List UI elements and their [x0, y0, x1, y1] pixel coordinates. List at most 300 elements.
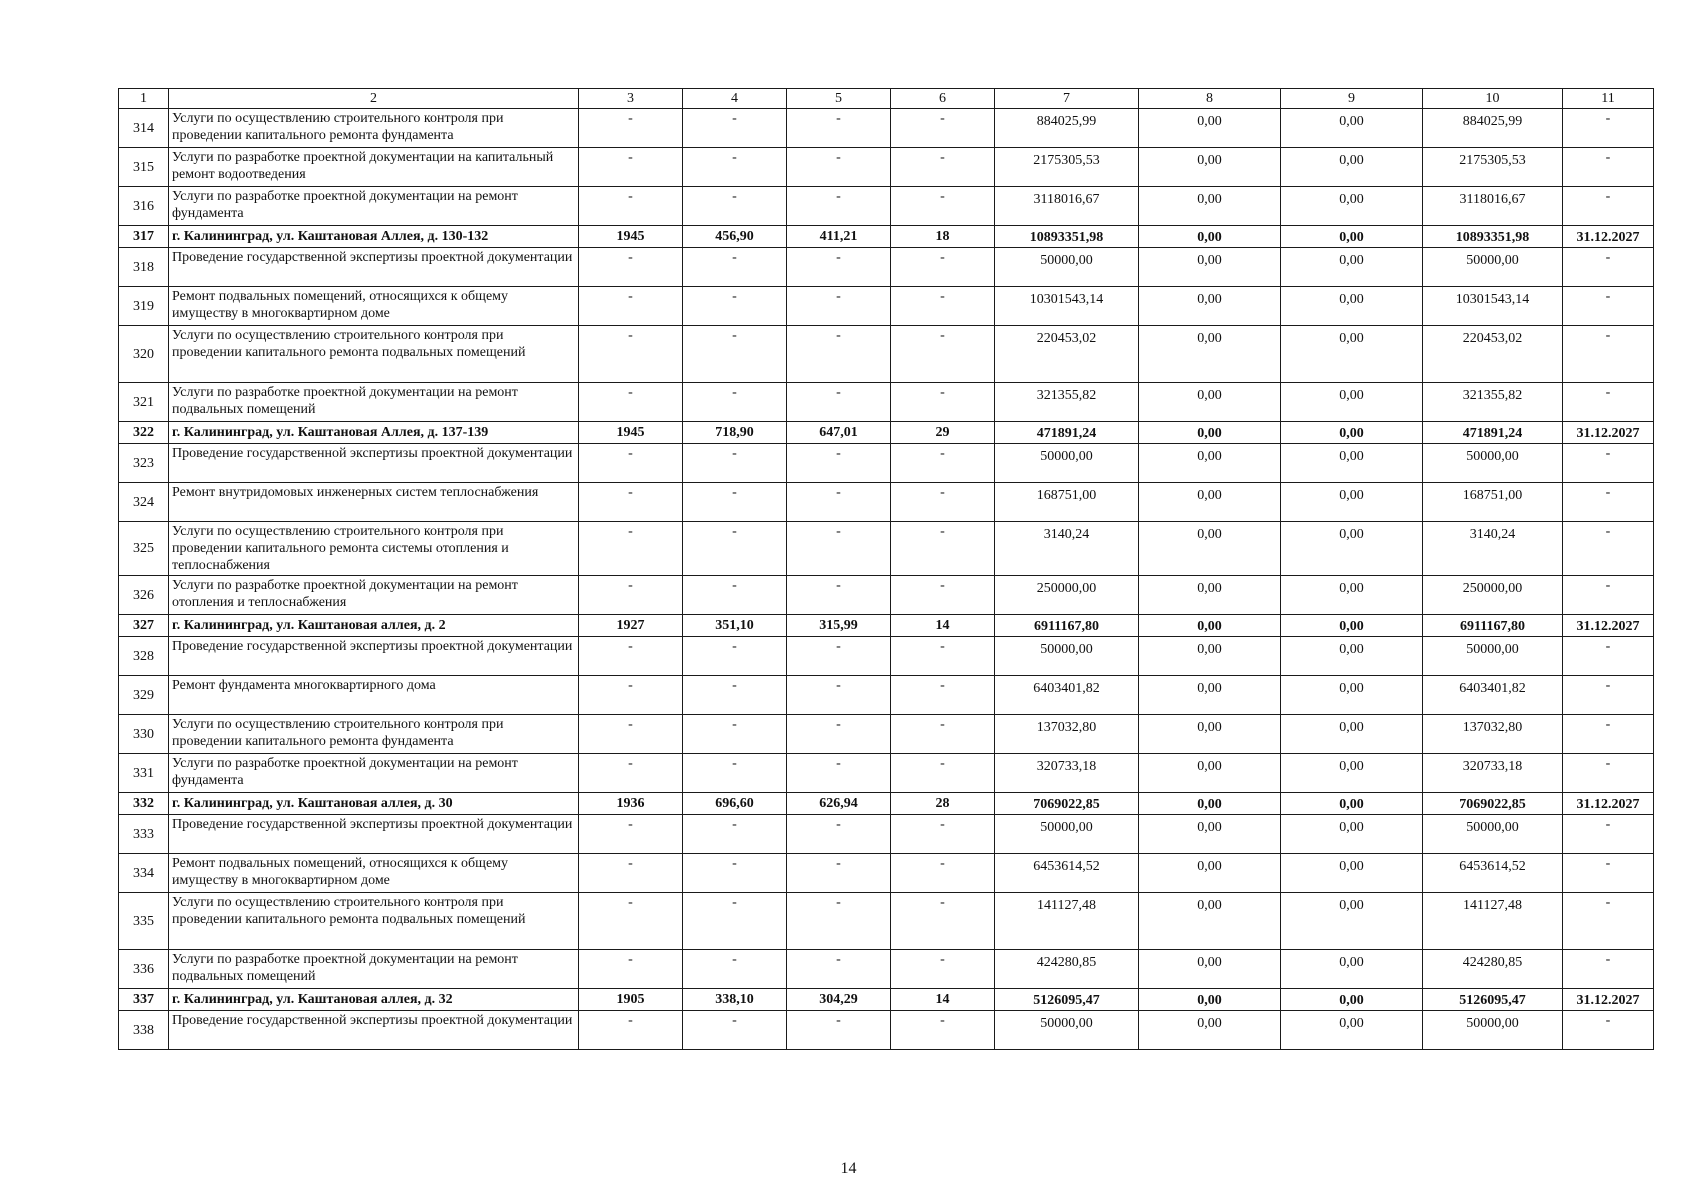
- total-area-cell: -: [683, 854, 787, 893]
- living-area-cell: -: [787, 287, 891, 326]
- year-cell: -: [579, 383, 683, 422]
- description-cell: Услуги по разработке проектной документации на ремонт отопления и теплоснабжения: [169, 576, 579, 615]
- total-area-cell: -: [683, 522, 787, 576]
- row-number-cell: 329: [119, 676, 169, 715]
- total-area-cell: 338,10: [683, 989, 787, 1011]
- description-cell: г. Калининград, ул. Каштановая Аллея, д. 130-132: [169, 226, 579, 248]
- owners-cost-cell: 6911167,80: [1423, 615, 1563, 637]
- year-cell: -: [579, 950, 683, 989]
- residents-cell: -: [891, 109, 995, 148]
- residents-cell: -: [891, 148, 995, 187]
- table-row: [119, 287, 1654, 326]
- description-cell: Проведение государственной экспертизы проектной документации: [169, 637, 579, 676]
- residents-cell: -: [891, 893, 995, 950]
- residents-cell: -: [891, 326, 995, 383]
- table-row: [119, 326, 1654, 383]
- deadline-cell: 31.12.2027: [1563, 989, 1654, 1011]
- fund-cost-cell: 0,00: [1139, 950, 1281, 989]
- residents-cell: 29: [891, 422, 995, 444]
- total-area-cell: -: [683, 483, 787, 522]
- deadline-cell: -: [1563, 893, 1654, 950]
- table-row: [119, 522, 1654, 576]
- residents-cell: 28: [891, 793, 995, 815]
- row-number-cell: 314: [119, 109, 169, 148]
- year-cell: -: [579, 248, 683, 287]
- budget-cost-cell: 0,00: [1281, 754, 1423, 793]
- total-cost-cell: 137032,80: [995, 715, 1139, 754]
- year-cell: 1905: [579, 989, 683, 1011]
- budget-cost-cell: 0,00: [1281, 854, 1423, 893]
- total-cost-cell: 10893351,98: [995, 226, 1139, 248]
- row-number-cell: 316: [119, 187, 169, 226]
- residents-cell: -: [891, 950, 995, 989]
- living-area-cell: -: [787, 109, 891, 148]
- owners-cost-cell: 321355,82: [1423, 383, 1563, 422]
- residents-cell: -: [891, 637, 995, 676]
- fund-cost-cell: 0,00: [1139, 676, 1281, 715]
- year-cell: -: [579, 893, 683, 950]
- total-cost-cell: 50000,00: [995, 444, 1139, 483]
- year-cell: -: [579, 676, 683, 715]
- deadline-cell: -: [1563, 248, 1654, 287]
- deadline-cell: -: [1563, 444, 1654, 483]
- living-area-cell: 411,21: [787, 226, 891, 248]
- total-cost-cell: 6453614,52: [995, 854, 1139, 893]
- total-area-cell: -: [683, 576, 787, 615]
- living-area-cell: 647,01: [787, 422, 891, 444]
- description-cell: Услуги по разработке проектной документации на ремонт фундамента: [169, 187, 579, 226]
- budget-cost-cell: 0,00: [1281, 148, 1423, 187]
- year-cell: -: [579, 483, 683, 522]
- row-number-cell: 335: [119, 893, 169, 950]
- fund-cost-cell: 0,00: [1139, 383, 1281, 422]
- year-cell: -: [579, 444, 683, 483]
- year-cell: -: [579, 1011, 683, 1050]
- year-cell: -: [579, 637, 683, 676]
- year-cell: -: [579, 754, 683, 793]
- total-area-cell: -: [683, 715, 787, 754]
- residents-cell: -: [891, 676, 995, 715]
- total-cost-cell: 50000,00: [995, 815, 1139, 854]
- total-cost-cell: 50000,00: [995, 1011, 1139, 1050]
- fund-cost-cell: 0,00: [1139, 754, 1281, 793]
- total-area-cell: 718,90: [683, 422, 787, 444]
- address-row: [119, 793, 1654, 815]
- description-cell: Услуги по осуществлению строительного контроля при проведении капитального ремонта подвальных помещений: [169, 326, 579, 383]
- owners-cost-cell: 6453614,52: [1423, 854, 1563, 893]
- description-cell: г. Калининград, ул. Каштановая аллея, д. 32: [169, 989, 579, 1011]
- residents-cell: -: [891, 522, 995, 576]
- table-row: [119, 248, 1654, 287]
- description-cell: Услуги по осуществлению строительного контроля при проведении капитального ремонта фундамента: [169, 715, 579, 754]
- deadline-cell: -: [1563, 815, 1654, 854]
- description-cell: Услуги по разработке проектной документации на капитальный ремонт водоотведения: [169, 148, 579, 187]
- fund-cost-cell: 0,00: [1139, 637, 1281, 676]
- deadline-cell: -: [1563, 576, 1654, 615]
- year-cell: -: [579, 326, 683, 383]
- fund-cost-cell: 0,00: [1139, 444, 1281, 483]
- fund-cost-cell: 0,00: [1139, 715, 1281, 754]
- row-number-cell: 325: [119, 522, 169, 576]
- table-row: [119, 109, 1654, 148]
- year-cell: 1927: [579, 615, 683, 637]
- header-cell: 3: [579, 89, 683, 109]
- fund-cost-cell: 0,00: [1139, 893, 1281, 950]
- year-cell: -: [579, 187, 683, 226]
- year-cell: -: [579, 287, 683, 326]
- owners-cost-cell: 424280,85: [1423, 950, 1563, 989]
- description-cell: Ремонт подвальных помещений, относящихся к общему имуществу в многоквартирном доме: [169, 854, 579, 893]
- total-area-cell: -: [683, 950, 787, 989]
- year-cell: -: [579, 148, 683, 187]
- year-cell: -: [579, 522, 683, 576]
- owners-cost-cell: 10893351,98: [1423, 226, 1563, 248]
- living-area-cell: -: [787, 676, 891, 715]
- header-cell: 11: [1563, 89, 1654, 109]
- living-area-cell: -: [787, 854, 891, 893]
- total-cost-cell: 168751,00: [995, 483, 1139, 522]
- table-row: [119, 715, 1654, 754]
- row-number-cell: 315: [119, 148, 169, 187]
- total-cost-cell: 6403401,82: [995, 676, 1139, 715]
- table-row: [119, 444, 1654, 483]
- description-cell: Услуги по осуществлению строительного контроля при проведении капитального ремонта подвальных помещений: [169, 893, 579, 950]
- residents-cell: 18: [891, 226, 995, 248]
- residents-cell: -: [891, 383, 995, 422]
- deadline-cell: -: [1563, 1011, 1654, 1050]
- year-cell: -: [579, 715, 683, 754]
- total-area-cell: -: [683, 754, 787, 793]
- total-cost-cell: 424280,85: [995, 950, 1139, 989]
- living-area-cell: -: [787, 248, 891, 287]
- table-row: [119, 637, 1654, 676]
- row-number-cell: 338: [119, 1011, 169, 1050]
- table-row: [119, 676, 1654, 715]
- budget-cost-cell: 0,00: [1281, 1011, 1423, 1050]
- total-cost-cell: 3118016,67: [995, 187, 1139, 226]
- living-area-cell: 626,94: [787, 793, 891, 815]
- owners-cost-cell: 884025,99: [1423, 109, 1563, 148]
- owners-cost-cell: 471891,24: [1423, 422, 1563, 444]
- budget-cost-cell: 0,00: [1281, 615, 1423, 637]
- row-number-cell: 318: [119, 248, 169, 287]
- row-number-cell: 323: [119, 444, 169, 483]
- living-area-cell: -: [787, 326, 891, 383]
- fund-cost-cell: 0,00: [1139, 815, 1281, 854]
- living-area-cell: -: [787, 383, 891, 422]
- total-cost-cell: 884025,99: [995, 109, 1139, 148]
- row-number-cell: 326: [119, 576, 169, 615]
- description-cell: Проведение государственной экспертизы проектной документации: [169, 1011, 579, 1050]
- deadline-cell: 31.12.2027: [1563, 615, 1654, 637]
- fund-cost-cell: 0,00: [1139, 148, 1281, 187]
- description-cell: Проведение государственной экспертизы проектной документации: [169, 815, 579, 854]
- header-cell: 6: [891, 89, 995, 109]
- owners-cost-cell: 137032,80: [1423, 715, 1563, 754]
- living-area-cell: -: [787, 1011, 891, 1050]
- fund-cost-cell: 0,00: [1139, 793, 1281, 815]
- total-area-cell: 351,10: [683, 615, 787, 637]
- deadline-cell: -: [1563, 187, 1654, 226]
- residents-cell: -: [891, 444, 995, 483]
- total-area-cell: -: [683, 815, 787, 854]
- budget-cost-cell: 0,00: [1281, 950, 1423, 989]
- total-area-cell: -: [683, 326, 787, 383]
- total-cost-cell: 2175305,53: [995, 148, 1139, 187]
- description-cell: Услуги по осуществлению строительного контроля при проведении капитального ремонта фундамента: [169, 109, 579, 148]
- address-row: [119, 226, 1654, 248]
- budget-cost-cell: 0,00: [1281, 989, 1423, 1011]
- year-cell: -: [579, 109, 683, 148]
- budget-cost-cell: 0,00: [1281, 287, 1423, 326]
- fund-cost-cell: 0,00: [1139, 326, 1281, 383]
- total-cost-cell: 10301543,14: [995, 287, 1139, 326]
- residents-cell: -: [891, 576, 995, 615]
- description-cell: Проведение государственной экспертизы проектной документации: [169, 444, 579, 483]
- living-area-cell: 315,99: [787, 615, 891, 637]
- fund-cost-cell: 0,00: [1139, 615, 1281, 637]
- description-cell: Ремонт подвальных помещений, относящихся к общему имуществу в многоквартирном доме: [169, 287, 579, 326]
- budget-cost-cell: 0,00: [1281, 422, 1423, 444]
- address-row: [119, 615, 1654, 637]
- deadline-cell: -: [1563, 637, 1654, 676]
- page-number: 14: [840, 1160, 857, 1177]
- living-area-cell: -: [787, 754, 891, 793]
- living-area-cell: -: [787, 815, 891, 854]
- year-cell: 1945: [579, 226, 683, 248]
- living-area-cell: -: [787, 483, 891, 522]
- deadline-cell: -: [1563, 950, 1654, 989]
- budget-cost-cell: 0,00: [1281, 793, 1423, 815]
- description-cell: Услуги по разработке проектной документации на ремонт подвальных помещений: [169, 383, 579, 422]
- living-area-cell: -: [787, 715, 891, 754]
- fund-cost-cell: 0,00: [1139, 248, 1281, 287]
- living-area-cell: -: [787, 522, 891, 576]
- residents-cell: 14: [891, 989, 995, 1011]
- table-row: [119, 854, 1654, 893]
- owners-cost-cell: 5126095,47: [1423, 989, 1563, 1011]
- row-number-cell: 322: [119, 422, 169, 444]
- total-cost-cell: 321355,82: [995, 383, 1139, 422]
- budget-cost-cell: 0,00: [1281, 383, 1423, 422]
- description-cell: г. Калининград, ул. Каштановая аллея, д. 2: [169, 615, 579, 637]
- owners-cost-cell: 220453,02: [1423, 326, 1563, 383]
- table-row: [119, 893, 1654, 950]
- total-cost-cell: 50000,00: [995, 637, 1139, 676]
- owners-cost-cell: 50000,00: [1423, 444, 1563, 483]
- budget-cost-cell: 0,00: [1281, 109, 1423, 148]
- deadline-cell: 31.12.2027: [1563, 793, 1654, 815]
- owners-cost-cell: 7069022,85: [1423, 793, 1563, 815]
- budget-cost-cell: 0,00: [1281, 715, 1423, 754]
- total-area-cell: -: [683, 109, 787, 148]
- fund-cost-cell: 0,00: [1139, 287, 1281, 326]
- residents-cell: -: [891, 854, 995, 893]
- table-row: [119, 1011, 1654, 1050]
- owners-cost-cell: 50000,00: [1423, 1011, 1563, 1050]
- row-number-cell: 321: [119, 383, 169, 422]
- total-area-cell: 696,60: [683, 793, 787, 815]
- owners-cost-cell: 320733,18: [1423, 754, 1563, 793]
- total-cost-cell: 50000,00: [995, 248, 1139, 287]
- owners-cost-cell: 3118016,67: [1423, 187, 1563, 226]
- budget-cost-cell: 0,00: [1281, 483, 1423, 522]
- row-number-cell: 331: [119, 754, 169, 793]
- total-area-cell: -: [683, 383, 787, 422]
- fund-cost-cell: 0,00: [1139, 109, 1281, 148]
- description-cell: Ремонт внутридомовых инженерных систем теплоснабжения: [169, 483, 579, 522]
- living-area-cell: -: [787, 637, 891, 676]
- fund-cost-cell: 0,00: [1139, 1011, 1281, 1050]
- residents-cell: -: [891, 715, 995, 754]
- fund-cost-cell: 0,00: [1139, 989, 1281, 1011]
- table-row: [119, 754, 1654, 793]
- residents-cell: -: [891, 248, 995, 287]
- description-cell: Услуги по разработке проектной документации на ремонт фундамента: [169, 754, 579, 793]
- total-area-cell: -: [683, 676, 787, 715]
- deadline-cell: -: [1563, 148, 1654, 187]
- row-number-cell: 324: [119, 483, 169, 522]
- table-row: [119, 815, 1654, 854]
- deadline-cell: 31.12.2027: [1563, 422, 1654, 444]
- deadline-cell: -: [1563, 854, 1654, 893]
- column-number-row: [119, 89, 1654, 109]
- owners-cost-cell: 50000,00: [1423, 637, 1563, 676]
- living-area-cell: -: [787, 576, 891, 615]
- residents-cell: -: [891, 815, 995, 854]
- total-cost-cell: 250000,00: [995, 576, 1139, 615]
- total-cost-cell: 6911167,80: [995, 615, 1139, 637]
- total-cost-cell: 3140,24: [995, 522, 1139, 576]
- table-row: [119, 483, 1654, 522]
- row-number-cell: 332: [119, 793, 169, 815]
- year-cell: -: [579, 854, 683, 893]
- fund-cost-cell: 0,00: [1139, 576, 1281, 615]
- deadline-cell: -: [1563, 326, 1654, 383]
- total-area-cell: -: [683, 637, 787, 676]
- living-area-cell: -: [787, 893, 891, 950]
- header-cell: 7: [995, 89, 1139, 109]
- fund-cost-cell: 0,00: [1139, 226, 1281, 248]
- living-area-cell: -: [787, 950, 891, 989]
- year-cell: 1945: [579, 422, 683, 444]
- budget-cost-cell: 0,00: [1281, 444, 1423, 483]
- fund-cost-cell: 0,00: [1139, 187, 1281, 226]
- deadline-cell: -: [1563, 483, 1654, 522]
- living-area-cell: -: [787, 148, 891, 187]
- address-row: [119, 989, 1654, 1011]
- budget-cost-cell: 0,00: [1281, 893, 1423, 950]
- header-cell: 1: [119, 89, 169, 109]
- table-row: [119, 148, 1654, 187]
- residents-cell: -: [891, 483, 995, 522]
- description-cell: Услуги по разработке проектной документации на ремонт подвальных помещений: [169, 950, 579, 989]
- year-cell: -: [579, 576, 683, 615]
- row-number-cell: 330: [119, 715, 169, 754]
- row-number-cell: 320: [119, 326, 169, 383]
- deadline-cell: -: [1563, 383, 1654, 422]
- description-cell: г. Калининград, ул. Каштановая Аллея, д. 137-139: [169, 422, 579, 444]
- living-area-cell: -: [787, 444, 891, 483]
- total-cost-cell: 320733,18: [995, 754, 1139, 793]
- deadline-cell: -: [1563, 715, 1654, 754]
- table-body: [119, 89, 1654, 1050]
- owners-cost-cell: 3140,24: [1423, 522, 1563, 576]
- living-area-cell: -: [787, 187, 891, 226]
- deadline-cell: 31.12.2027: [1563, 226, 1654, 248]
- owners-cost-cell: 6403401,82: [1423, 676, 1563, 715]
- header-cell: 2: [169, 89, 579, 109]
- budget-cost-cell: 0,00: [1281, 326, 1423, 383]
- residents-cell: -: [891, 1011, 995, 1050]
- total-cost-cell: 471891,24: [995, 422, 1139, 444]
- total-area-cell: 456,90: [683, 226, 787, 248]
- header-cell: 10: [1423, 89, 1563, 109]
- year-cell: 1936: [579, 793, 683, 815]
- row-number-cell: 328: [119, 637, 169, 676]
- budget-cost-cell: 0,00: [1281, 637, 1423, 676]
- description-cell: Услуги по осуществлению строительного контроля при проведении капитального ремонта системы отопления и теплоснабжения: [169, 522, 579, 576]
- total-cost-cell: 141127,48: [995, 893, 1139, 950]
- row-number-cell: 317: [119, 226, 169, 248]
- budget-cost-cell: 0,00: [1281, 187, 1423, 226]
- budget-cost-cell: 0,00: [1281, 248, 1423, 287]
- address-row: [119, 422, 1654, 444]
- header-cell: 5: [787, 89, 891, 109]
- row-number-cell: 333: [119, 815, 169, 854]
- budget-cost-cell: 0,00: [1281, 226, 1423, 248]
- total-area-cell: -: [683, 148, 787, 187]
- budget-cost-cell: 0,00: [1281, 576, 1423, 615]
- budget-cost-cell: 0,00: [1281, 522, 1423, 576]
- residents-cell: 14: [891, 615, 995, 637]
- fund-cost-cell: 0,00: [1139, 483, 1281, 522]
- description-cell: г. Калининград, ул. Каштановая аллея, д. 30: [169, 793, 579, 815]
- owners-cost-cell: 50000,00: [1423, 815, 1563, 854]
- total-area-cell: -: [683, 444, 787, 483]
- owners-cost-cell: 50000,00: [1423, 248, 1563, 287]
- deadline-cell: -: [1563, 522, 1654, 576]
- owners-cost-cell: 10301543,14: [1423, 287, 1563, 326]
- fund-cost-cell: 0,00: [1139, 422, 1281, 444]
- total-area-cell: -: [683, 248, 787, 287]
- fund-cost-cell: 0,00: [1139, 522, 1281, 576]
- table-row: [119, 576, 1654, 615]
- total-cost-cell: 5126095,47: [995, 989, 1139, 1011]
- budget-cost-cell: 0,00: [1281, 676, 1423, 715]
- total-area-cell: -: [683, 1011, 787, 1050]
- row-number-cell: 327: [119, 615, 169, 637]
- deadline-cell: -: [1563, 287, 1654, 326]
- table-row: [119, 383, 1654, 422]
- fund-cost-cell: 0,00: [1139, 854, 1281, 893]
- header-cell: 8: [1139, 89, 1281, 109]
- residents-cell: -: [891, 187, 995, 226]
- total-area-cell: -: [683, 893, 787, 950]
- owners-cost-cell: 2175305,53: [1423, 148, 1563, 187]
- total-area-cell: -: [683, 287, 787, 326]
- deadline-cell: -: [1563, 109, 1654, 148]
- description-cell: Проведение государственной экспертизы проектной документации: [169, 248, 579, 287]
- owners-cost-cell: 141127,48: [1423, 893, 1563, 950]
- row-number-cell: 319: [119, 287, 169, 326]
- header-cell: 4: [683, 89, 787, 109]
- deadline-cell: -: [1563, 754, 1654, 793]
- row-number-cell: 336: [119, 950, 169, 989]
- residents-cell: -: [891, 287, 995, 326]
- total-cost-cell: 7069022,85: [995, 793, 1139, 815]
- header-cell: 9: [1281, 89, 1423, 109]
